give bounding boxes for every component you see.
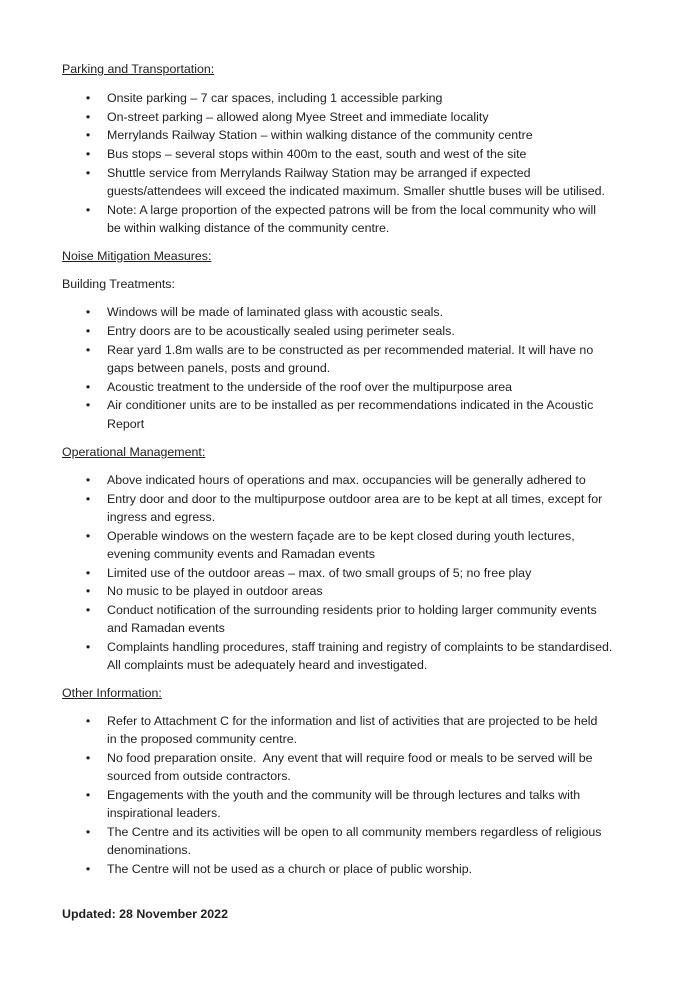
list-item-line: No food preparation onsite. Any event that will require food or meals to be served will be: [107, 751, 593, 765]
bullet-marker: •: [85, 825, 91, 839]
list-item-line: Note: A large proportion of the expected patrons will be from the local community who will: [107, 203, 596, 217]
list-item-line: Above indicated hours of operations and max. occupancies will be generally adhered to: [107, 473, 586, 487]
list-item-line: inspirational leaders.: [107, 806, 221, 820]
list-item-line: Air conditioner units are to be installed as per recommendations indicated in the Acoustic: [107, 398, 594, 412]
bullet-marker: •: [85, 788, 91, 802]
section-heading-noise: Noise Mitigation Measures:: [62, 249, 212, 263]
list-item-line: Acoustic treatment to the underside of the roof over the multipurpose area: [107, 380, 512, 394]
updated-date: Updated: 28 November 2022: [62, 907, 228, 921]
list-item-line: Entry doors are to be acoustically sealed using perimeter seals.: [107, 324, 455, 338]
bullet-marker: •: [85, 492, 91, 506]
bullet-marker: •: [85, 529, 91, 543]
bullet-marker: •: [85, 110, 91, 124]
list-item-line: Merrylands Railway Station – within walking distance of the community centre: [107, 128, 533, 142]
list-item-line: On-street parking – allowed along Myee Street and immediate locality: [107, 110, 489, 124]
bullet-marker: •: [85, 714, 91, 728]
bullet-marker: •: [85, 91, 91, 105]
bullet-marker: •: [85, 566, 91, 580]
list-item-line: The Centre will not be used as a church or place of public worship.: [107, 862, 473, 876]
list-item-line: gaps between panels, posts and ground.: [107, 361, 331, 375]
list-item-line: be within walking distance of the community centre.: [107, 221, 390, 235]
bullet-marker: •: [85, 862, 91, 876]
bullet-marker: •: [85, 473, 91, 487]
bullet-marker: •: [85, 603, 91, 617]
list-item-line: ingress and egress.: [107, 510, 216, 524]
list-item-line: All complaints must be adequately heard and investigated.: [107, 658, 428, 672]
list-item-line: The Centre and its activities will be open to all community members regardless of religious: [107, 825, 602, 839]
section-heading-operational: Operational Management:: [62, 445, 206, 459]
list-item-line: No music to be played in outdoor areas: [107, 584, 323, 598]
list-item-line: Entry door and door to the multipurpose outdoor area are to be kept at all times, except for: [107, 492, 603, 506]
list-item-line: Bus stops – several stops within 400m to the east, south and west of the site: [107, 147, 527, 161]
subheading-building-treatments: Building Treatments:: [62, 277, 175, 291]
bullet-marker: •: [85, 343, 91, 357]
bullet-marker: •: [85, 128, 91, 142]
list-item-line: and Ramadan events: [107, 621, 225, 635]
bullet-marker: •: [85, 324, 91, 338]
list-item-line: Windows will be made of laminated glass with acoustic seals.: [107, 305, 444, 319]
bullet-marker: •: [85, 751, 91, 765]
list-item-line: Engagements with the youth and the community will be through lectures and talks with: [107, 788, 581, 802]
list-item-line: Complaints handling procedures, staff training and registry of complaints to be standardised.: [107, 640, 613, 654]
list-item-line: Onsite parking – 7 car spaces, including 1 accessible parking: [107, 91, 443, 105]
list-item-line: evening community events and Ramadan events: [107, 547, 375, 561]
bullet-marker: •: [85, 147, 91, 161]
bullet-marker: •: [85, 398, 91, 412]
list-item-line: guests/attendees will exceed the indicated maximum. Smaller shuttle buses will be utilised.: [107, 184, 605, 198]
list-item-line: in the proposed community centre.: [107, 732, 298, 746]
list-item-line: Conduct notification of the surrounding residents prior to holding larger community events: [107, 603, 597, 617]
bullet-marker: •: [85, 305, 91, 319]
list-item-line: Operable windows on the western façade are to be kept closed during youth lectures,: [107, 529, 575, 543]
bullet-marker: •: [85, 380, 91, 394]
list-item-line: Shuttle service from Merrylands Railway Station may be arranged if expected: [107, 166, 531, 180]
list-item-line: denominations.: [107, 843, 192, 857]
bullet-marker: •: [85, 640, 91, 654]
list-item-line: Limited use of the outdoor areas – max. of two small groups of 5; no free play: [107, 566, 532, 580]
bullet-marker: •: [85, 584, 91, 598]
list-item-line: Rear yard 1.8m walls are to be constructed as per recommended material. It will have no: [107, 343, 594, 357]
bullet-marker: •: [85, 166, 91, 180]
list-item-line: Report: [107, 417, 145, 431]
bullet-marker: •: [85, 203, 91, 217]
section-heading-other: Other Information:: [62, 686, 162, 700]
list-item-line: sourced from outside contractors.: [107, 769, 291, 783]
section-heading-parking: Parking and Transportation:: [62, 62, 215, 76]
list-item-line: Refer to Attachment C for the information and list of activities that are projected to be held: [107, 714, 598, 728]
